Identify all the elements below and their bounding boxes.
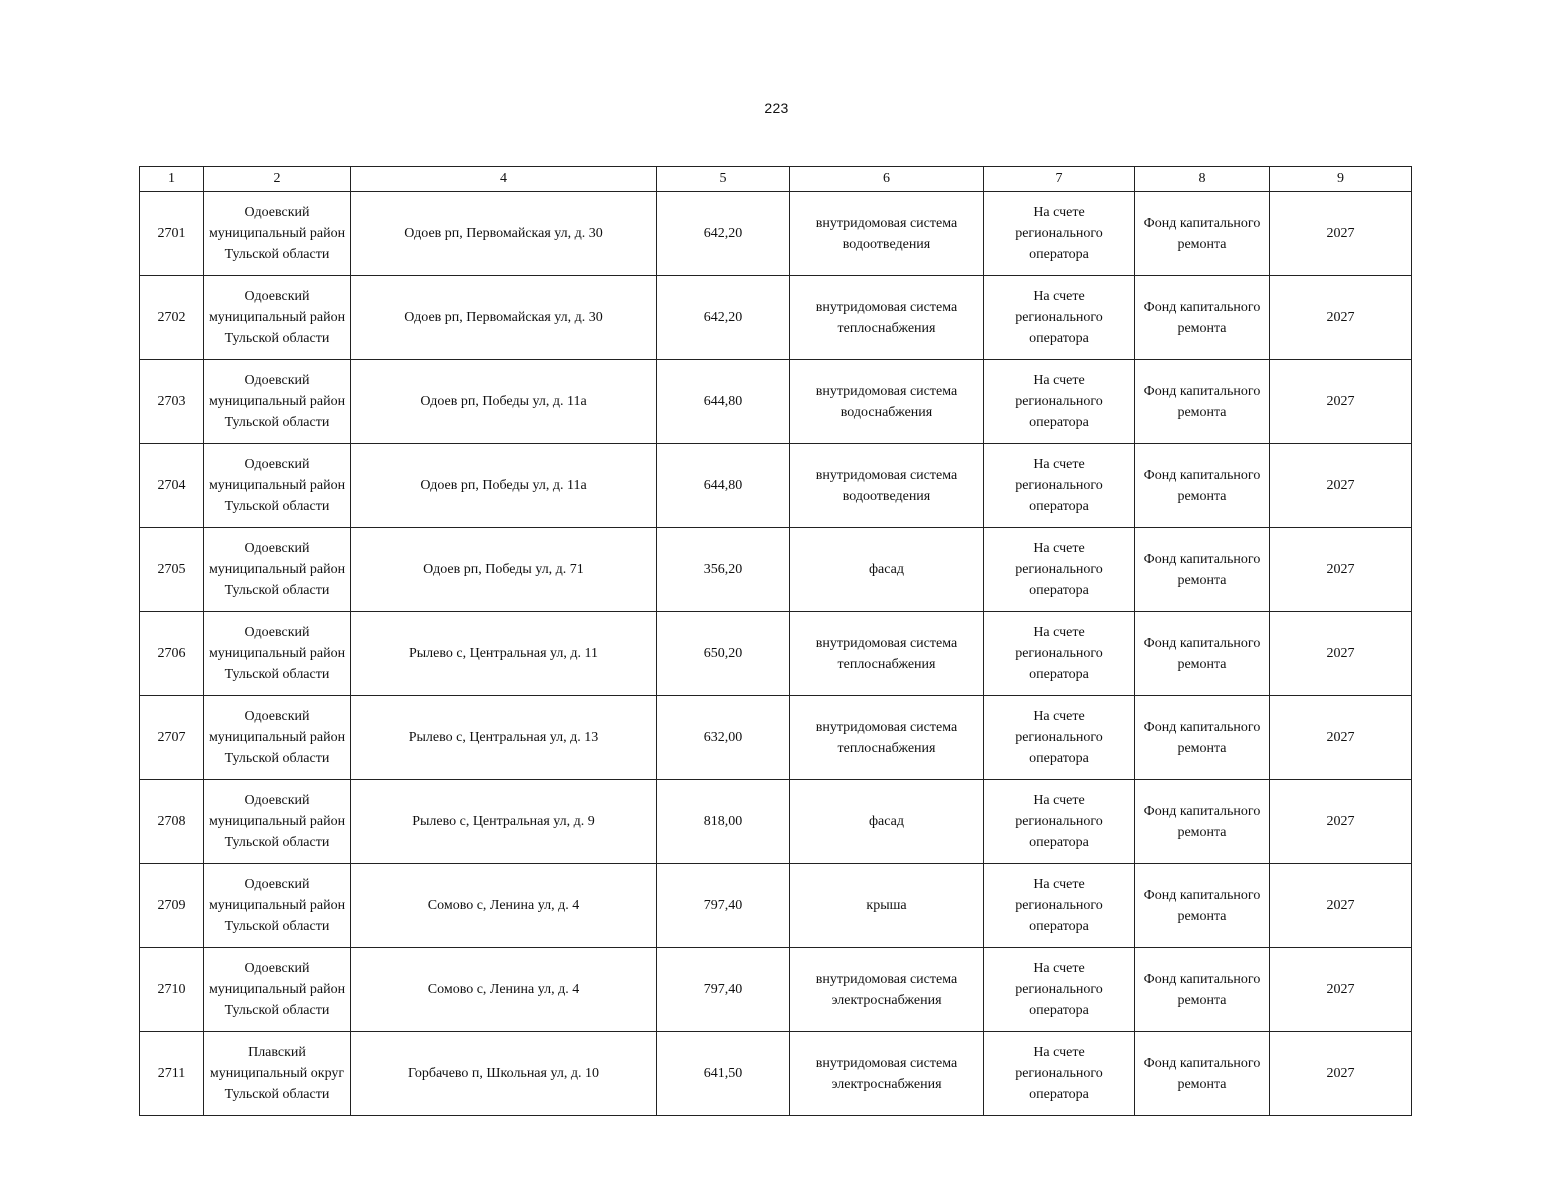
area-cell: 797,40 <box>657 948 790 1032</box>
row-number-cell: 2701 <box>140 192 204 276</box>
work-type-cell: крыша <box>790 864 984 948</box>
table-row <box>140 780 1412 864</box>
fund-cell: Фонд капитального ремонта <box>1135 360 1270 444</box>
fund-cell: Фонд капитального ремонта <box>1135 528 1270 612</box>
address-cell: Одоев рп, Победы ул, д. 11а <box>351 444 657 528</box>
column-header: 7 <box>984 167 1135 192</box>
area-cell: 797,40 <box>657 864 790 948</box>
year-cell: 2027 <box>1270 612 1412 696</box>
account-cell: На счете регионального оператора <box>984 696 1135 780</box>
address-cell: Сомово с, Ленина ул, д. 4 <box>351 948 657 1032</box>
work-type-cell: внутридомовая система электроснабжения <box>790 1032 984 1116</box>
municipality-cell: Одоевский муниципальный район Тульской области <box>204 528 351 612</box>
account-cell: На счете регионального оператора <box>984 528 1135 612</box>
area-cell: 644,80 <box>657 444 790 528</box>
municipality-cell: Одоевский муниципальный район Тульской области <box>204 948 351 1032</box>
municipality-cell: Одоевский муниципальный район Тульской области <box>204 192 351 276</box>
area-cell: 644,80 <box>657 360 790 444</box>
table-row <box>140 192 1412 276</box>
column-header: 4 <box>351 167 657 192</box>
year-cell: 2027 <box>1270 360 1412 444</box>
address-cell: Одоев рп, Победы ул, д. 11а <box>351 360 657 444</box>
account-cell: На счете регионального оператора <box>984 1032 1135 1116</box>
area-cell: 818,00 <box>657 780 790 864</box>
area-cell: 650,20 <box>657 612 790 696</box>
account-cell: На счете регионального оператора <box>984 864 1135 948</box>
area-cell: 632,00 <box>657 696 790 780</box>
account-cell: На счете регионального оператора <box>984 444 1135 528</box>
address-cell: Рылево с, Центральная ул, д. 11 <box>351 612 657 696</box>
year-cell: 2027 <box>1270 1032 1412 1116</box>
year-cell: 2027 <box>1270 528 1412 612</box>
column-header: 5 <box>657 167 790 192</box>
year-cell: 2027 <box>1270 864 1412 948</box>
work-type-cell: внутридомовая система водоотведения <box>790 444 984 528</box>
column-header: 1 <box>140 167 204 192</box>
fund-cell: Фонд капитального ремонта <box>1135 948 1270 1032</box>
work-type-cell: внутридомовая система водоснабжения <box>790 360 984 444</box>
work-type-cell: внутридомовая система теплоснабжения <box>790 696 984 780</box>
table-row <box>140 696 1412 780</box>
address-cell: Одоев рп, Первомайская ул, д. 30 <box>351 192 657 276</box>
table-header-row <box>140 167 1412 192</box>
work-type-cell: внутридомовая система электроснабжения <box>790 948 984 1032</box>
fund-cell: Фонд капитального ремонта <box>1135 864 1270 948</box>
fund-cell: Фонд капитального ремонта <box>1135 192 1270 276</box>
municipality-cell: Одоевский муниципальный район Тульской области <box>204 360 351 444</box>
row-number-cell: 2704 <box>140 444 204 528</box>
address-cell: Одоев рп, Победы ул, д. 71 <box>351 528 657 612</box>
row-number-cell: 2709 <box>140 864 204 948</box>
row-number-cell: 2703 <box>140 360 204 444</box>
account-cell: На счете регионального оператора <box>984 192 1135 276</box>
address-cell: Рылево с, Центральная ул, д. 13 <box>351 696 657 780</box>
area-cell: 642,20 <box>657 276 790 360</box>
column-header: 8 <box>1135 167 1270 192</box>
year-cell: 2027 <box>1270 276 1412 360</box>
area-cell: 356,20 <box>657 528 790 612</box>
fund-cell: Фонд капитального ремонта <box>1135 696 1270 780</box>
year-cell: 2027 <box>1270 948 1412 1032</box>
fund-cell: Фонд капитального ремонта <box>1135 612 1270 696</box>
column-header: 6 <box>790 167 984 192</box>
table-row <box>140 528 1412 612</box>
row-number-cell: 2707 <box>140 696 204 780</box>
table-row <box>140 864 1412 948</box>
municipality-cell: Одоевский муниципальный район Тульской области <box>204 696 351 780</box>
fund-cell: Фонд капитального ремонта <box>1135 1032 1270 1116</box>
address-cell: Горбачево п, Школьная ул, д. 10 <box>351 1032 657 1116</box>
table-row <box>140 276 1412 360</box>
work-type-cell: внутридомовая система теплоснабжения <box>790 612 984 696</box>
column-header: 2 <box>204 167 351 192</box>
area-cell: 641,50 <box>657 1032 790 1116</box>
account-cell: На счете регионального оператора <box>984 948 1135 1032</box>
table-row <box>140 444 1412 528</box>
municipality-cell: Одоевский муниципальный район Тульской области <box>204 780 351 864</box>
table-row <box>140 948 1412 1032</box>
municipality-cell: Одоевский муниципальный район Тульской области <box>204 864 351 948</box>
work-type-cell: фасад <box>790 780 984 864</box>
account-cell: На счете регионального оператора <box>984 780 1135 864</box>
fund-cell: Фонд капитального ремонта <box>1135 780 1270 864</box>
work-type-cell: внутридомовая система водоотведения <box>790 192 984 276</box>
year-cell: 2027 <box>1270 780 1412 864</box>
table-row <box>140 1032 1412 1116</box>
work-type-cell: фасад <box>790 528 984 612</box>
account-cell: На счете регионального оператора <box>984 360 1135 444</box>
table-row <box>140 612 1412 696</box>
table-row <box>140 360 1412 444</box>
municipality-cell: Одоевский муниципальный район Тульской области <box>204 444 351 528</box>
fund-cell: Фонд капитального ремонта <box>1135 276 1270 360</box>
row-number-cell: 2711 <box>140 1032 204 1116</box>
row-number-cell: 2706 <box>140 612 204 696</box>
address-cell: Сомово с, Ленина ул, д. 4 <box>351 864 657 948</box>
year-cell: 2027 <box>1270 192 1412 276</box>
year-cell: 2027 <box>1270 696 1412 780</box>
address-cell: Одоев рп, Первомайская ул, д. 30 <box>351 276 657 360</box>
fund-cell: Фонд капитального ремонта <box>1135 444 1270 528</box>
address-cell: Рылево с, Центральная ул, д. 9 <box>351 780 657 864</box>
table-body <box>140 192 1412 1116</box>
row-number-cell: 2702 <box>140 276 204 360</box>
page-number: 223 <box>764 100 789 116</box>
municipality-cell: Одоевский муниципальный район Тульской области <box>204 276 351 360</box>
column-header: 9 <box>1270 167 1412 192</box>
row-number-cell: 2705 <box>140 528 204 612</box>
account-cell: На счете регионального оператора <box>984 276 1135 360</box>
work-type-cell: внутридомовая система теплоснабжения <box>790 276 984 360</box>
year-cell: 2027 <box>1270 444 1412 528</box>
account-cell: На счете регионального оператора <box>984 612 1135 696</box>
municipality-cell: Плавский муниципальный округ Тульской области <box>204 1032 351 1116</box>
area-cell: 642,20 <box>657 192 790 276</box>
row-number-cell: 2708 <box>140 780 204 864</box>
municipality-cell: Одоевский муниципальный район Тульской области <box>204 612 351 696</box>
capital-repair-table <box>139 166 1412 1116</box>
row-number-cell: 2710 <box>140 948 204 1032</box>
